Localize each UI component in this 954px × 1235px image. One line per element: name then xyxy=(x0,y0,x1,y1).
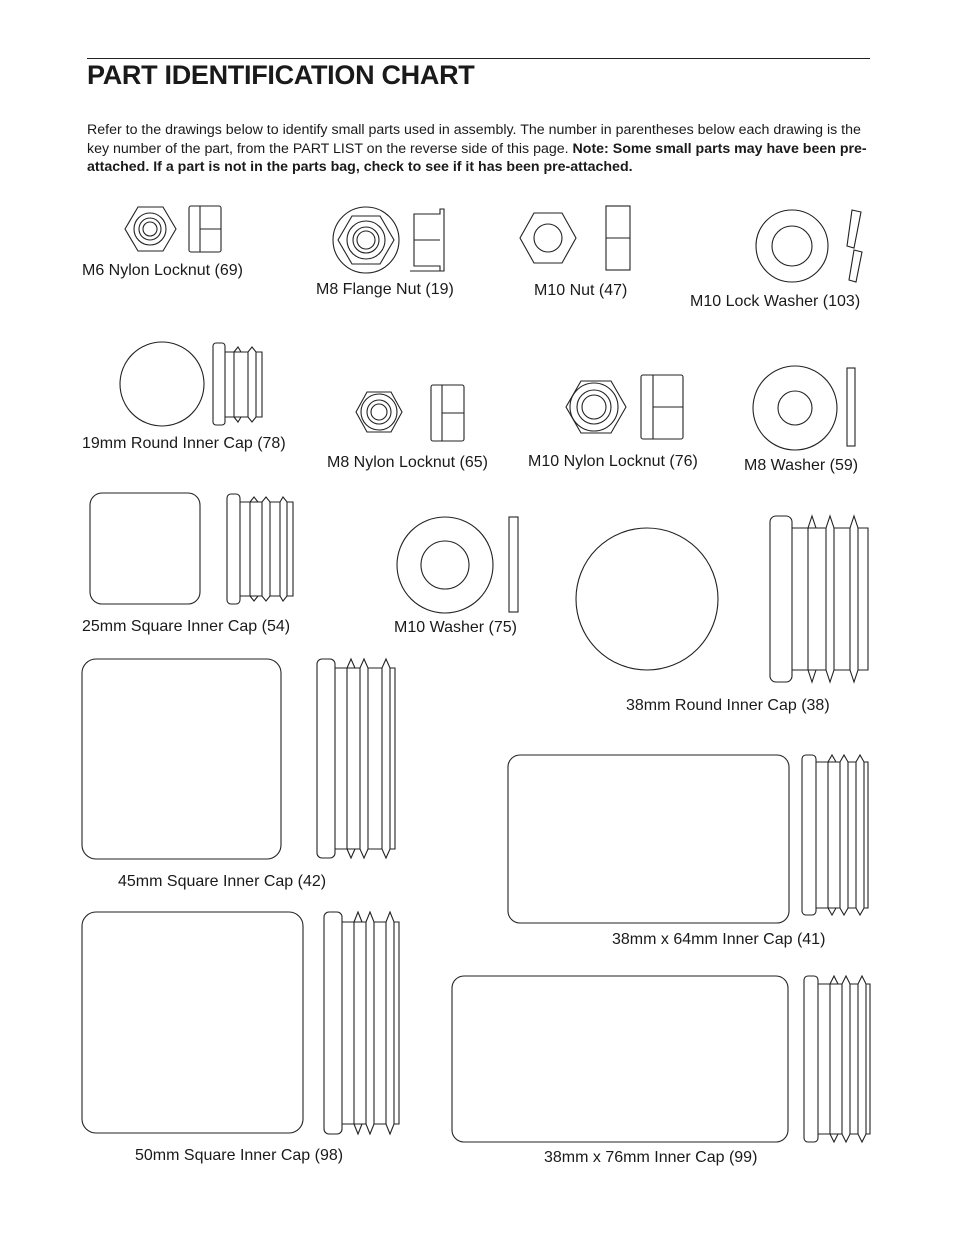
m10-lock-washer-drawing xyxy=(756,210,862,282)
m10-nut-drawing xyxy=(520,206,630,270)
38x64-inner-cap-drawing xyxy=(508,755,868,923)
50mm-square-inner-cap-drawing xyxy=(82,912,399,1134)
part-label: 50mm Square Inner Cap (98) xyxy=(135,1147,344,1164)
part-label: M10 Nut (47) xyxy=(534,282,628,299)
part-label: M8 Flange Nut (19) xyxy=(316,281,454,298)
part-label: 45mm Square Inner Cap (42) xyxy=(118,873,327,890)
m8-flange-nut-drawing xyxy=(333,207,444,273)
m10-nylon-locknut-drawing xyxy=(566,375,683,439)
38x76-inner-cap-drawing xyxy=(452,976,870,1142)
45mm-square-inner-cap-drawing xyxy=(82,659,395,859)
part-label: M10 Lock Washer (103) xyxy=(690,293,861,310)
25mm-square-inner-cap-drawing xyxy=(90,493,293,604)
part-label: 25mm Square Inner Cap (54) xyxy=(82,618,291,635)
page-title: PART IDENTIFICATION CHART xyxy=(87,60,475,90)
part-label: M8 Washer (59) xyxy=(744,457,859,474)
m6-nylon-locknut-drawing xyxy=(125,206,221,252)
part-label: M10 Nylon Locknut (76) xyxy=(528,453,698,470)
part-label: M6 Nylon Locknut (69) xyxy=(82,262,243,279)
m8-nylon-locknut-drawing xyxy=(356,385,464,441)
m10-washer-drawing xyxy=(397,517,518,613)
part-label: 38mm Round Inner Cap (38) xyxy=(626,697,830,714)
part-label: 38mm x 64mm Inner Cap (41) xyxy=(612,931,826,948)
part-label: 19mm Round Inner Cap (78) xyxy=(82,435,286,452)
part-label: M10 Washer (75) xyxy=(394,619,517,636)
intro-plain: Refer to the drawings below to identify small parts used in assembly. The number in parentheses below each drawing is the key number of the part, from the PART LIST on the reverse side of this page. xyxy=(87,122,861,157)
m8-washer-drawing xyxy=(753,366,855,450)
intro-note: Note: Some small parts may have been pre-attached. If a part is not in the parts bag, check to see if it has been pre-attached. xyxy=(87,140,867,175)
part-label: M8 Nylon Locknut (65) xyxy=(327,454,488,471)
19mm-round-inner-cap-drawing xyxy=(120,342,262,426)
part-label: 38mm x 76mm Inner Cap (99) xyxy=(544,1149,758,1166)
38mm-round-inner-cap-drawing xyxy=(576,516,868,682)
